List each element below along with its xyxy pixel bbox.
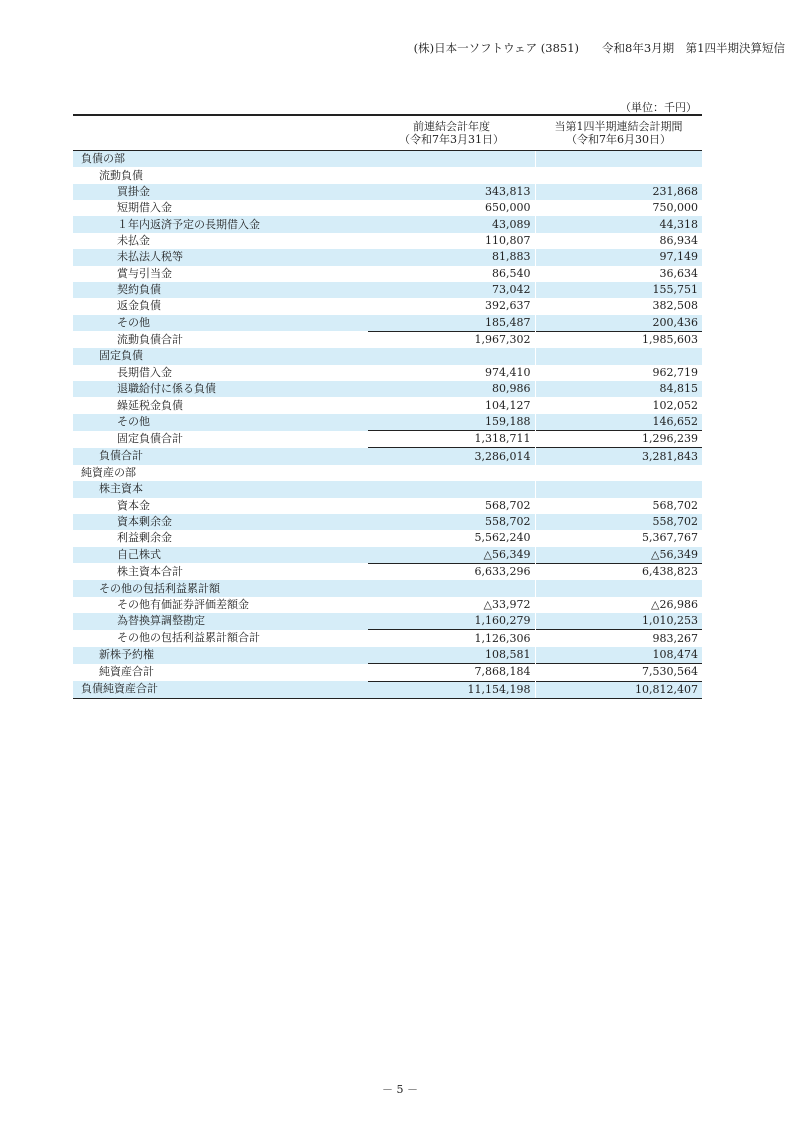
value-prev: 81,883 (368, 249, 535, 265)
value-prev: 185,487 (368, 315, 535, 332)
table-row (73, 448, 702, 465)
value-curr: 6,438,823 (535, 563, 702, 580)
value-curr (535, 465, 702, 481)
value-curr: 84,815 (535, 381, 702, 397)
value-prev: 3,286,014 (368, 448, 535, 465)
table-row (73, 481, 702, 497)
table-row (73, 216, 702, 232)
table-row (73, 348, 702, 364)
row-label: 利益剰余金 (117, 531, 172, 545)
row-label: 資本剰余金 (73, 514, 368, 530)
value-curr: 36,634 (659, 266, 698, 280)
row-label: 未払法人税等 (73, 249, 368, 265)
value-curr: 382,508 (652, 299, 698, 313)
table-row (73, 331, 702, 348)
column-header-prev-line2: （令和7年3月31日） (399, 133, 504, 146)
row-label: 新株予約権 (73, 647, 368, 664)
table-row (73, 514, 702, 530)
row-label: 負債の部 (73, 151, 368, 168)
table-row (73, 200, 702, 216)
value-prev: 5,562,240 (368, 530, 535, 546)
value-curr: 108,474 (535, 647, 702, 664)
value-curr: 7,530,564 (535, 664, 702, 681)
table-row (73, 431, 702, 448)
value-prev: 343,813 (368, 184, 535, 200)
table-row (73, 249, 702, 265)
value-curr (535, 348, 702, 364)
value-curr: 44,318 (535, 216, 702, 232)
value-curr: 231,868 (535, 184, 702, 200)
row-label: 純資産合計 (99, 665, 154, 679)
table-row (73, 282, 702, 298)
value-prev: △56,349 (368, 547, 535, 564)
column-header-prev-line1: 前連結会計年度 (413, 120, 490, 133)
value-curr: 962,719 (652, 365, 698, 379)
value-prev: 568,702 (368, 498, 535, 514)
table-row (73, 184, 702, 200)
row-label: 固定負債合計 (117, 432, 183, 446)
value-prev: 7,868,184 (368, 664, 535, 681)
row-label: 固定負債 (73, 348, 368, 364)
value-curr (535, 580, 702, 596)
table-row (73, 365, 702, 381)
table-row (73, 151, 702, 168)
value-curr: 750,000 (652, 201, 698, 215)
value-curr: 97,149 (535, 249, 702, 265)
row-label: 為替換算調整勘定 (73, 613, 368, 630)
page-number: － 5 － (382, 1083, 418, 1096)
value-prev: 80,986 (368, 381, 535, 397)
value-prev: 159,188 (368, 414, 535, 431)
row-label: 自己株式 (73, 547, 368, 564)
table-row (73, 381, 702, 397)
value-prev (368, 348, 535, 364)
table-body (73, 151, 702, 699)
value-prev: 11,154,198 (368, 681, 535, 698)
row-label: 株主資本 (73, 481, 368, 497)
value-curr: 86,934 (659, 233, 698, 247)
table-row (73, 630, 702, 647)
row-label: 負債合計 (73, 448, 368, 465)
row-label: 流動負債合計 (117, 332, 183, 346)
table-row (73, 613, 702, 630)
table-row (73, 498, 702, 514)
value-prev: 1,967,302 (368, 331, 535, 348)
row-label: その他 (73, 315, 368, 332)
value-curr: △56,349 (535, 547, 702, 564)
row-label: 契約負債 (73, 282, 368, 298)
row-label: 賞与引当金 (117, 266, 172, 280)
value-prev: 1,126,306 (368, 630, 535, 647)
row-label: 純資産の部 (81, 466, 136, 479)
row-label: 流動負債 (99, 168, 143, 182)
column-header-curr-line2: （令和7年6月30日） (566, 133, 671, 146)
value-curr: 10,812,407 (535, 681, 702, 698)
table-row (73, 647, 702, 664)
column-header-curr-line1: 当第1四半期連結会計期間 (554, 120, 683, 133)
value-prev: △33,972 (368, 597, 535, 613)
value-prev (368, 167, 535, 183)
value-curr (535, 167, 702, 183)
value-prev: 86,540 (368, 266, 535, 282)
table-row (73, 233, 702, 249)
value-curr: 983,267 (535, 630, 702, 647)
table-row (73, 530, 702, 546)
value-prev: 6,633,296 (368, 563, 535, 580)
value-curr: 568,702 (652, 498, 698, 512)
row-label: 長期借入金 (117, 365, 172, 379)
row-label: 資本金 (117, 498, 150, 512)
value-curr: 558,702 (535, 514, 702, 530)
value-prev: 392,637 (368, 298, 535, 314)
table-row (73, 681, 702, 698)
value-curr: 200,436 (535, 315, 702, 332)
value-prev (368, 465, 535, 481)
table-row (73, 547, 702, 564)
table-row (73, 315, 702, 332)
balance-sheet-table-wrapper (73, 114, 702, 699)
value-curr: 5,367,767 (642, 531, 698, 545)
row-label: 繰延税金負債 (117, 398, 183, 412)
value-curr (535, 481, 702, 497)
row-label: その他の包括利益累計額合計 (117, 631, 260, 645)
value-curr: △26,986 (651, 597, 698, 611)
row-label: １年内返済予定の長期借入金 (73, 216, 368, 232)
value-prev: 558,702 (368, 514, 535, 530)
row-label: 株主資本合計 (117, 564, 183, 578)
value-curr: 1,296,239 (535, 431, 702, 448)
value-curr: 102,052 (652, 398, 698, 412)
table-row (73, 414, 702, 431)
table-row (73, 597, 702, 613)
table-row (73, 580, 702, 596)
table-header-row (73, 115, 702, 151)
table-row (73, 298, 702, 314)
value-prev (368, 151, 535, 168)
header-blank-cell (73, 115, 368, 151)
column-header-prev (368, 115, 535, 151)
value-curr: 1,010,253 (535, 613, 702, 630)
value-curr: 155,751 (535, 282, 702, 298)
value-curr: 146,652 (535, 414, 702, 431)
value-curr: 3,281,843 (535, 448, 702, 465)
row-label: 返金負債 (117, 299, 161, 313)
table-row (73, 563, 702, 580)
unit-label: （単位：千円） (620, 101, 697, 114)
value-prev: 650,000 (368, 200, 535, 216)
value-prev (368, 481, 535, 497)
value-prev: 108,581 (368, 647, 535, 664)
row-label: 短期借入金 (117, 201, 172, 215)
row-label: その他 (73, 414, 368, 431)
table-row (73, 397, 702, 413)
value-curr (535, 151, 702, 168)
balance-sheet-table (73, 114, 702, 699)
row-label: 買掛金 (73, 184, 368, 200)
value-prev: 73,042 (368, 282, 535, 298)
value-curr: 1,985,603 (535, 331, 702, 348)
document-header: (株)日本一ソフトウェア (3851) 令和8年3月期 第1四半期決算短信 (413, 41, 785, 55)
value-prev: 104,127 (368, 397, 535, 413)
column-header-curr (535, 115, 702, 151)
value-prev: 974,410 (368, 365, 535, 381)
value-prev: 1,318,711 (368, 431, 535, 448)
value-prev: 110,807 (368, 233, 535, 249)
row-label: 退職給付に係る負債 (73, 381, 368, 397)
table-row (73, 266, 702, 282)
row-label: 負債純資産合計 (73, 681, 368, 698)
value-prev (368, 580, 535, 596)
table-row (73, 167, 702, 183)
table-row (73, 465, 702, 481)
table-row (73, 664, 702, 681)
value-prev: 43,089 (368, 216, 535, 232)
row-label: その他有価証券評価差額金 (117, 597, 249, 611)
value-prev: 1,160,279 (368, 613, 535, 630)
row-label: その他の包括利益累計額 (73, 580, 368, 596)
row-label: 未払金 (117, 233, 150, 247)
